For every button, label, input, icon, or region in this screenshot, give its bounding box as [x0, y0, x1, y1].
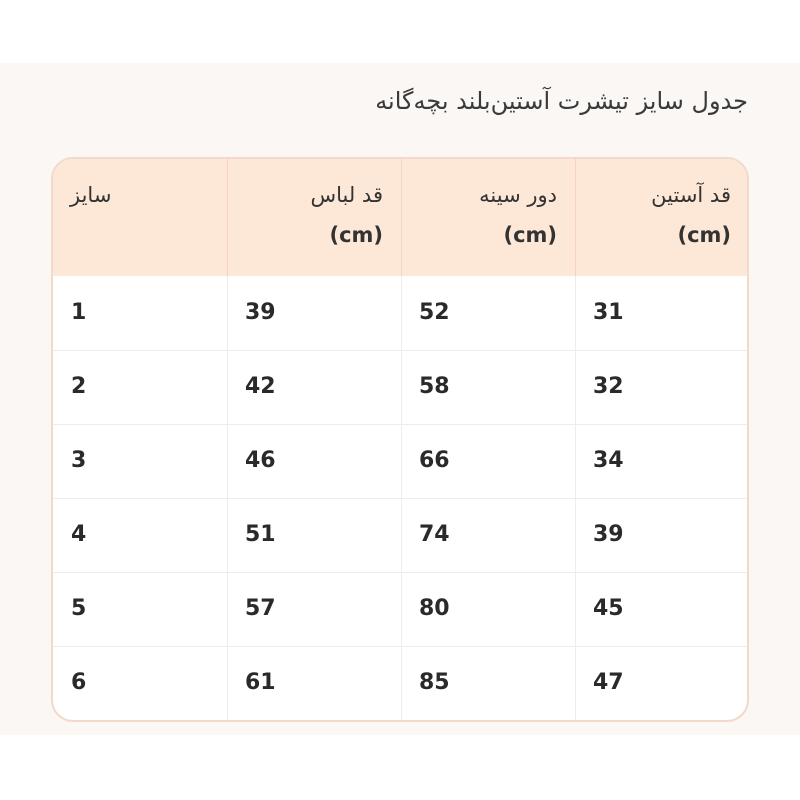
cell-chest: 74 — [419, 522, 450, 547]
cell-sleeve: 34 — [593, 448, 624, 473]
cell-size: 1 — [71, 300, 87, 325]
cell-chest: 58 — [419, 374, 450, 399]
header-cell-sleeve — [575, 159, 749, 276]
header-unit-length: (cm) — [329, 223, 383, 247]
cell-chest: 52 — [419, 300, 450, 325]
cell-size: 5 — [71, 596, 87, 621]
header-label-length: قد لباس — [310, 183, 383, 207]
header-label-chest: دور سینه — [479, 183, 557, 207]
cell-length: 57 — [245, 596, 276, 621]
cell-chest: 80 — [419, 596, 450, 621]
size-table — [51, 157, 749, 722]
cell-size: 4 — [71, 522, 87, 547]
header-cell-length — [227, 159, 401, 276]
cell-size: 3 — [71, 448, 87, 473]
cell-size: 2 — [71, 374, 87, 399]
table-header-row — [53, 159, 747, 276]
cell-size: 6 — [71, 670, 87, 695]
header-cell-chest — [401, 159, 575, 276]
cell-chest: 66 — [419, 448, 450, 473]
cell-sleeve: 45 — [593, 596, 624, 621]
cell-length: 46 — [245, 448, 276, 473]
header-divider — [401, 159, 402, 276]
cell-length: 51 — [245, 522, 276, 547]
cell-sleeve: 31 — [593, 300, 624, 325]
header-divider — [575, 159, 576, 276]
cell-sleeve: 47 — [593, 670, 624, 695]
header-label-sleeve: قد آستین — [651, 183, 731, 207]
header-label-size: سایز — [70, 183, 112, 207]
cell-sleeve: 39 — [593, 522, 624, 547]
header-cell-size — [53, 159, 227, 276]
cell-length: 61 — [245, 670, 276, 695]
cell-sleeve: 32 — [593, 374, 624, 399]
cell-chest: 85 — [419, 670, 450, 695]
header-divider — [227, 159, 228, 276]
header-unit-chest: (cm) — [503, 223, 557, 247]
header-unit-sleeve: (cm) — [677, 223, 731, 247]
page-title: جدول سایز تیشرت آستین‌بلند بچه‌گانه — [375, 87, 748, 115]
cell-length: 42 — [245, 374, 276, 399]
cell-length: 39 — [245, 300, 276, 325]
